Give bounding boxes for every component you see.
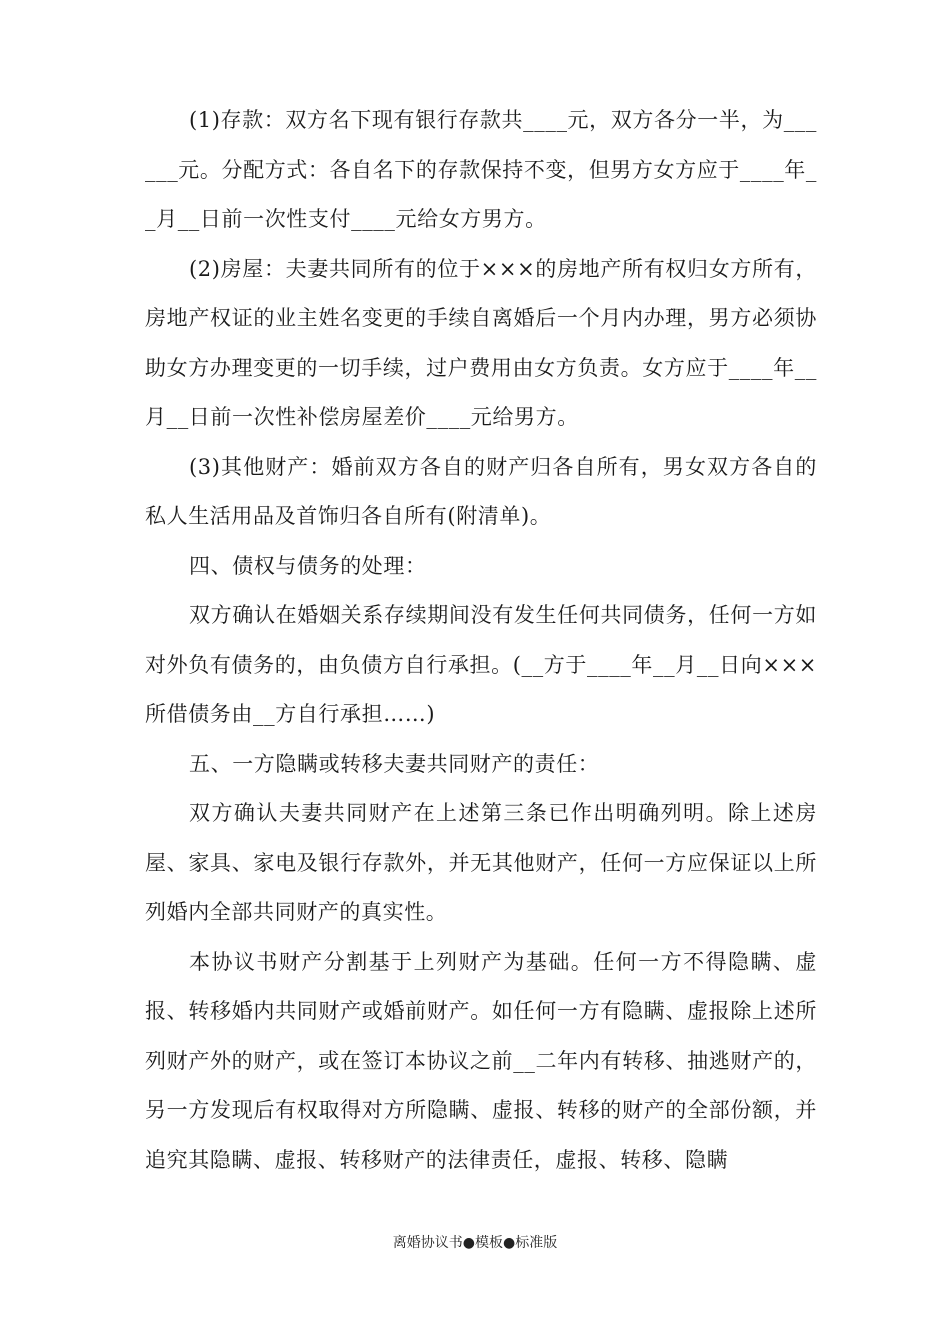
- paragraph-concealment-liability: 本协议书财产分割基于上列财产为基础。任何一方不得隐瞒、虚报、转移婚内共同财产或婚前财产。如任何一方有隐瞒、虚报除上述所列财产外的财产，或在签订本协议之前__二年内有转移、抽逃财产的，另一方发现后有权取得对方所隐瞒、虚报、转移的财产的全部份额，并追究其隐瞒、虚报、转移财产的法律责任，虚报、转移、隐瞒: [145, 949, 817, 1172]
- section-heading-concealment: 五、一方隐瞒或转移夫妻共同财产的责任：: [189, 751, 600, 776]
- section-heading-debts: 四、债权与债务的处理：: [189, 553, 427, 578]
- paragraph-house: (2)房屋：夫妻共同所有的位于×××的房地产所有权归女方所有，房地产权证的业主姓名变更的手续自离婚后一个月内办理，男方必须协助女方办理变更的一切手续，过户费用由女方负责。女方应于____年__月__日前一次性补偿房屋差价____元给男方。: [145, 256, 817, 429]
- document-body: [145, 96, 817, 1185]
- page-footer: 离婚协议书●模板●标准版: [392, 1235, 558, 1251]
- paragraph-property-confirmation: 双方确认夫妻共同财产在上述第三条已作出明确列明。除上述房屋、家具、家电及银行存款外，并无其他财产，任何一方应保证以上所列婚内全部共同财产的真实性。: [145, 801, 817, 924]
- paragraph-deposit: (1)存款：双方名下现有银行存款共____元，双方各分一半，为______元。分配方式：各自名下的存款保持不变，但男方女方应于____年__月__日前一次性支付____元给女方男方。: [145, 108, 817, 231]
- paragraph-debts: 双方确认在婚姻关系存续期间没有发生任何共同债务，任何一方如对外负有债务的，由负债方自行承担。(__方于____年__月__日向×××所借债务由__方自行承担……): [145, 603, 817, 726]
- paragraph-other-property: (3)其他财产：婚前双方各自的财产归各自所有，男女双方各自的私人生活用品及首饰归各自所有(附清单)。: [145, 454, 817, 528]
